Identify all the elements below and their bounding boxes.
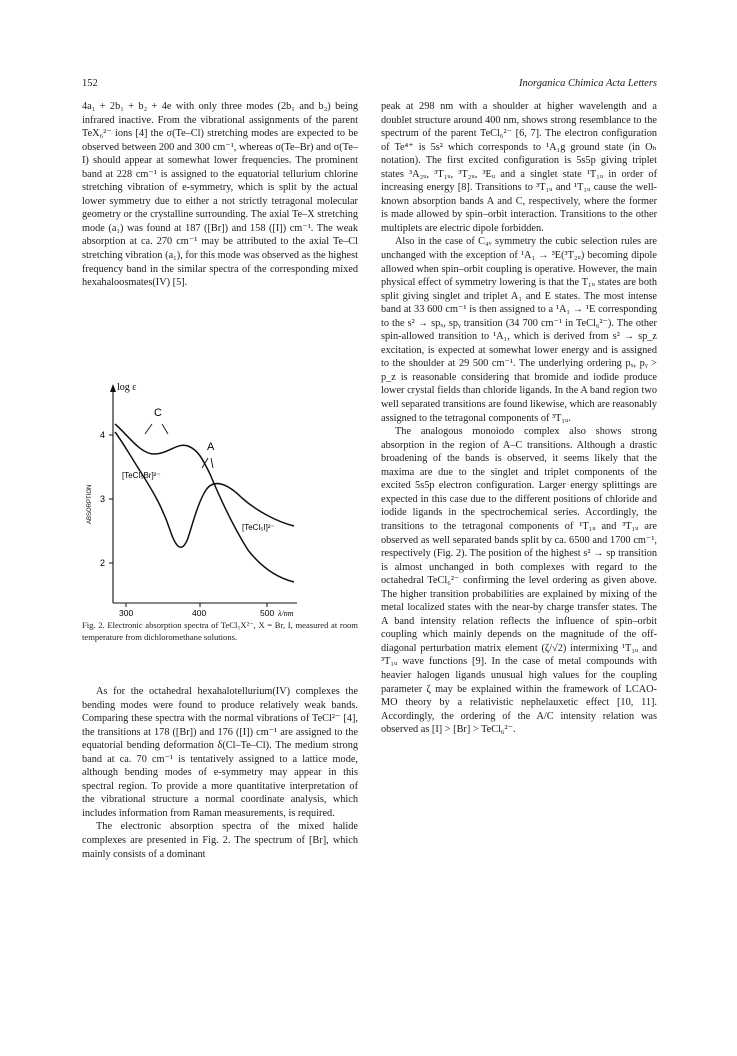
paragraph-monoiodo: The analogous monoiodo complex also shows strong absorption in the region of A–C transitions. Although a drastic broadening of the bands is observed, it seems likely that the maxima are due to the singlet and triplet components of the excited 5s5p electron configuration. Larger energy splittings are expected in this case due to the different positions of chloride and iodide ligands in the spectrochemical series. Accordingly, the transitions to the tetragonal components of ¹T₁ᵤ and ³T₁ᵤ are observed as well separated bands split by ca. 6500 and 1700 cm⁻¹, respectively (Fig. 2). The position of the highest s² → sp transition is almost unchanged in both complexes with regard to the octahedral TeCl₆²⁻ confirming the level ordering as given above. The higher transition probabilities are explained by mixing of the metal localized states with the near-by charge transfer states. The A band intensity relation reflects the influence of spin–orbit coupling which mainly depends on the magnitude of the off-diagonal perturbation matrix element (ζ/√2) intermixing ¹T₁ᵤ and ³T₁ᵤ wave functions [9]. In the case of metal compounds with heavier halogen ligands unusual high values for the coupling parameter ζ may be explained within the framework of LCAO-MO theory by a relativistic nephelauxetic effect [10, 11]. Accordingly, the ordering of the A/C intensity relation was observed as [I] > [Br] > TeCl₆²⁻. (381, 426, 657, 736)
figure-caption: Fig. 2. Electronic absorption spectra of TeCl₅X²⁻, X = Br, I, measured at room temperature from dichloromethane solutions. (82, 620, 358, 642)
y-side-label: ABSORPTION (87, 484, 93, 524)
paragraph-bending: As for the octahedral hexahalotellurium(IV) complexes the bending modes were found to produce relatively weak bands. Comparing these spectra with the normal vibrations of TeCl²⁻ [4], the transitions at 178 ([Br]) and 176 ([I]) cm⁻¹ are assigned to the equatorial bending deformation δ(Cl–Te–Cl). The medium strong band at ca. 70 cm⁻¹ is tentatively assigned to a lattice mode, although bending modes of e-symmetry may appear in this spectral region. To provide a more quantitative interpretation of the vibrational structure a normal coordinate analysis, which includes information from Raman measurements, is required. (82, 686, 358, 819)
page-number: 152 (82, 78, 98, 89)
x-tick-label-300: 300 (119, 608, 134, 618)
y-tick-label-2: 2 (100, 558, 106, 568)
paragraph-c4v: Also in the case of C₄ᵥ symmetry the cubic selection rules are unchanged with the exception of ¹A₁ → ³E(³T₂ᵤ) becoming dipole allowed when spin–orbit coupling is operative. However, the main physical effect of symmetry lowering is that the T₁ᵤ states are both split giving singlet and triplet A₁ and E states. The most intense band at 33 600 cm⁻¹ is then assigned to a ¹A₁ → ¹E corresponding to the s² → spₓ, spᵧ transition (34 700 cm⁻¹ in TeCl₆²⁻). The other spin-allowed transition to ¹A₁, which is derived from s² → sp_z excitation, is expected at somewhat lower energy and is assigned to the shoulder at 29 500 cm⁻¹. The underlying ordering pₓ, pᵧ > p_z is reasonable considering that bromide and iodide produce lower crystal fields than chloride ligands. In the A band region two well separated transitions are found likewise, which are reasonably assigned to the tetragonal components of ³T₁ᵤ. (381, 236, 657, 424)
x-tick-label-500: 500 (260, 608, 275, 618)
left-column-top (82, 100, 358, 290)
paragraph-electronic: The electronic absorption spectra of the mixed halide complexes are presented in Fig. 2. The spectrum of [Br], which mainly consists of a dominant (82, 821, 358, 860)
y-tick-label-4: 4 (100, 430, 106, 440)
paragraph-vibrational: 4a₁ + 2b₁ + b₂ + 4e with only three modes (2b₁ and b₂) being infrared inactive. From the vibrational assignments of the parent TeX₆²⁻ ions [4] the σ(Te–Cl) stretching modes are expected to be observed between 200 and 300 cm⁻¹, whereas σ(Te–Br) and σ(Te–I) should appear at somewhat lower frequencies. The prominent band at 228 cm⁻¹ is assigned to the equatorial tellurium chlorine stretching vibration of e-symmetry, which is split by the actual lower symmetry due to either a not strictly tetragonal molecular geometry or the crystalline surrounding. The axial Te–X stretching mode (a₁) was found at 187 ([Br]) and 158 ([I]) cm⁻¹. The weak absorption at ca. 270 cm⁻¹ may be attributed to the axial Te–Cl stretching vibration (a₁), for this mode was observed as the highest frequency band in the similar spectra of the corresponding mixed hexahaloosmates(IV) [5]. (82, 101, 358, 289)
band-a-marker-right (211, 458, 213, 468)
journal-title: Inorganica Chimica Acta Letters (519, 78, 657, 89)
curve-tecl5br (115, 424, 294, 582)
y-tick-label-3: 3 (100, 494, 106, 504)
band-label-a: A (207, 441, 215, 453)
y-axis-arrow (110, 384, 116, 392)
band-c-marker-right (162, 424, 168, 434)
y-axis-label: log ε (117, 382, 137, 393)
curve-label-br: [TeCl₅Br]²⁻ (122, 471, 161, 480)
left-column-bottom (82, 685, 358, 861)
curve-label-i: [TeCl₅I]²⁻ (242, 523, 275, 532)
x-tick-label-400: 400 (192, 608, 207, 618)
right-column (381, 100, 657, 737)
x-unit-label: λ/nm (278, 609, 294, 618)
absorption-spectrum-plot (82, 378, 358, 618)
figure-2 (82, 378, 358, 630)
band-label-c: C (154, 407, 162, 419)
paragraph-peak: peak at 298 nm with a shoulder at higher wavelength and a doublet structure around 400 nm, shows strong resemblance to the spectrum of the parent TeCl₆²⁻ [6, 7]. The electron configuration of Te⁴⁺ is 5s² which corresponds to ¹A₁g ground state (in Oₕ notation). The first excited configuration is 5s5p giving triplet states ³A₂ᵤ, ³T₁ᵤ, ³T₂ᵤ, ³Eᵤ and a singlet state ¹T₁ᵤ in order of increasing energy [8]. Transitions to ³T₁ᵤ and ¹T₁ᵤ cause the well-known absorption bands A and C, respectively, where the former is made allowed by spin–orbit interaction. Transitions to the other multiplets are electric dipole forbidden. (381, 101, 657, 234)
band-c-marker-left (145, 424, 152, 434)
